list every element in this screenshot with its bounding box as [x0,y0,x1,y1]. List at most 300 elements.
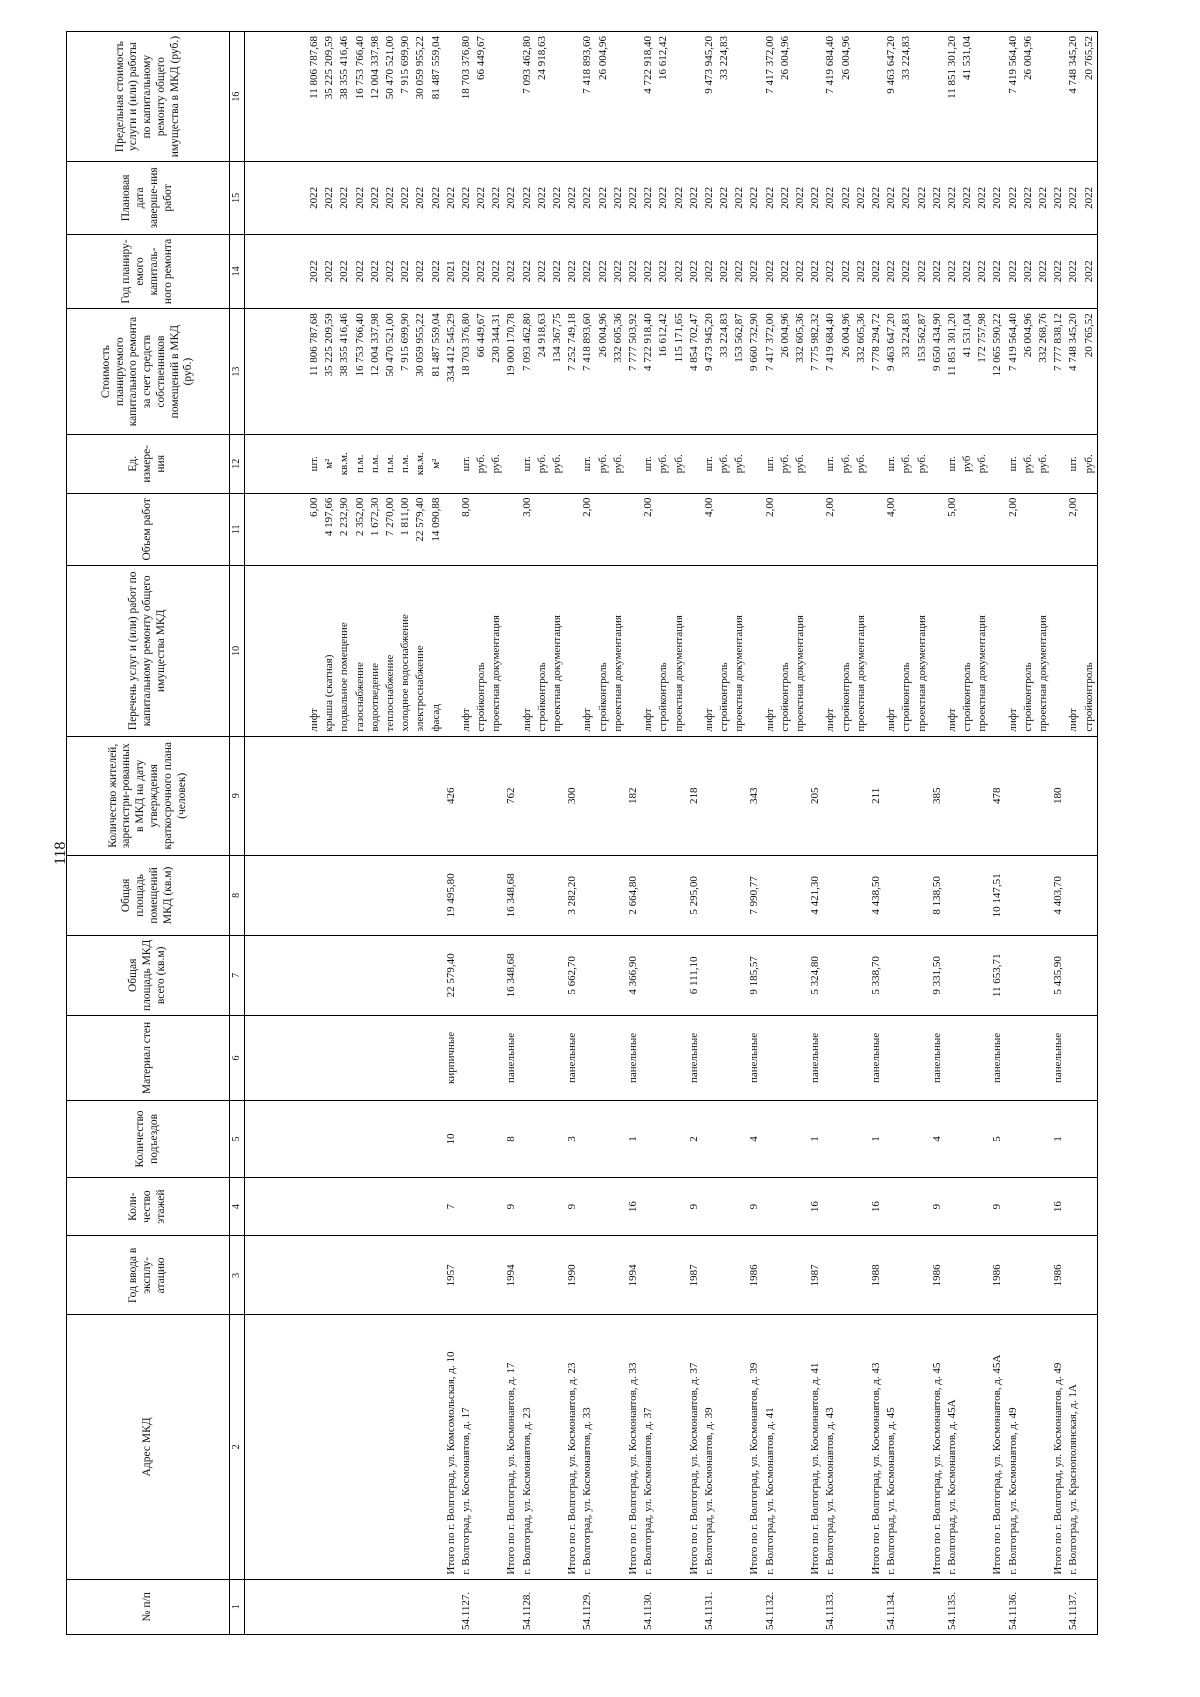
table-cell [884,736,899,855]
table-cell: 26 004,96 [596,309,611,435]
table-cell: 3 [565,1101,580,1178]
table-cell [854,1315,869,1579]
table-cell: лифт [580,566,595,737]
table-cell [975,1101,990,1178]
table-cell [656,1101,671,1178]
table-cell: 385 [930,736,945,855]
table-cell [368,1101,383,1178]
spacer-row [245,32,308,1635]
table-cell [899,1236,914,1315]
table-cell [915,1315,930,1579]
table-cell [702,855,717,935]
table-cell [732,493,747,565]
column-number: 6 [230,1015,245,1100]
table-cell: 230 344,31 [489,309,504,435]
table-cell: 2022 [990,234,1005,309]
table-cell [975,493,990,565]
table-cell [747,1579,762,1634]
table-cell [732,1236,747,1315]
table-cell: шт. [884,434,899,493]
table-cell: руб. [672,434,687,493]
table-cell: 81 487 559,04 [429,32,444,162]
table-cell [1082,1315,1098,1579]
header-cell: Объем работ [67,493,230,565]
table-cell: 2022 [641,234,656,309]
table-cell: 7 417 372,00 [763,309,778,435]
table-cell: 2022 [1036,162,1051,234]
table-cell: 16 [626,1177,641,1236]
table-cell [429,1177,444,1236]
table-cell: 26 004,96 [778,309,793,435]
table-cell: 2022 [489,234,504,309]
table-cell [808,434,823,493]
table-cell: 2022 [535,234,550,309]
table-cell [854,1101,869,1178]
table-cell [429,736,444,855]
table-cell: 35 225 209,59 [322,32,337,162]
table-cell [626,566,641,737]
table-cell: 2022 [930,234,945,309]
table-cell: шт. [307,434,322,493]
table-cell [353,935,368,1015]
table-cell [656,935,671,1015]
table-cell [641,1015,656,1100]
table-row [550,32,565,1635]
table-cell: 2022 [778,234,793,309]
table-cell: 26 004,96 [778,32,793,162]
table-cell [322,1579,337,1634]
table-cell: Итого по г. Волгоград, ул. Космонавтов, д. 17 [504,1315,519,1579]
table-cell: г. Волгоград, ул. Космонавтов, д. 45 [884,1315,899,1579]
table-cell: руб. [778,434,793,493]
table-cell [550,1315,565,1579]
table-cell [656,1236,671,1315]
table-cell [337,935,352,1015]
table-cell [1006,1236,1021,1315]
table-cell [656,1315,671,1579]
table-cell: 2022 [353,162,368,234]
table-cell [489,1101,504,1178]
table-cell [337,1579,352,1634]
table-cell: 54.1137. [1066,1579,1081,1634]
table-row [717,32,732,1635]
table-cell [596,493,611,565]
table-cell [1006,855,1021,935]
table-row [1051,32,1066,1635]
table-cell: 7 093 462,80 [520,309,535,435]
header-cell: Год ввода в эксплу-атацию [67,1236,230,1315]
table-cell [656,1579,671,1634]
table-cell: руб. [535,434,550,493]
table-cell: панельные [869,1015,884,1100]
table-cell [398,1579,413,1634]
table-row [444,32,459,1635]
table-cell: 2,00 [1006,493,1021,565]
column-number: 8 [230,855,245,935]
table-cell [1036,1315,1051,1579]
table-cell: лифт [520,566,535,737]
table-cell [429,1236,444,1315]
table-cell: 22 579,40 [444,935,459,1015]
table-cell [1036,736,1051,855]
table-cell: 26 004,96 [1021,309,1036,435]
table-cell [474,493,489,565]
table-cell [732,1101,747,1178]
table-cell [899,935,914,1015]
table-cell: 1994 [626,1236,641,1315]
table-cell: руб. [656,434,671,493]
table-cell [884,1101,899,1178]
table-cell: 2022 [763,234,778,309]
table-cell: 2022 [975,234,990,309]
table-cell [307,736,322,855]
table-cell [550,855,565,935]
table-cell [383,1579,398,1634]
table-cell [383,1236,398,1315]
table-cell [656,1177,671,1236]
table-cell [899,1315,914,1579]
table-cell: стройконтроль [474,566,489,737]
table-cell [884,1177,899,1236]
table-cell: 54.1133. [823,1579,838,1634]
table-row [337,32,352,1635]
table-cell: 2 [687,1101,702,1178]
table-cell: 2022 [626,162,641,234]
table-cell [793,1015,808,1100]
table-cell [474,1579,489,1634]
table-cell: 9 331,50 [930,935,945,1015]
table-cell: Итого по г. Волгоград, ул. Космонавтов, д. 33 [626,1315,641,1579]
empty-cell [245,1101,308,1178]
table-cell: 7 915 699,90 [398,309,413,435]
table-cell [429,1315,444,1579]
table-cell: 41 531,04 [960,32,975,162]
table-cell [413,736,428,855]
column-number: 4 [230,1177,245,1236]
table-cell [550,1101,565,1178]
table-cell [687,1579,702,1634]
table-cell [611,1236,626,1315]
table-cell: 2 232,90 [337,493,352,565]
table-cell: 2022 [1082,234,1098,309]
table-cell: шт. [945,434,960,493]
empty-cell [245,566,308,737]
table-cell [717,736,732,855]
table-cell: 30 059 955,22 [413,309,428,435]
table-cell [489,1579,504,1634]
table-cell [474,1177,489,1236]
table-cell: 2022 [504,234,519,309]
table-cell [565,434,580,493]
table-cell [839,1579,854,1634]
table-cell: панельные [626,1015,641,1100]
table-cell: 2022 [1066,234,1081,309]
table-row [732,32,747,1635]
empty-cell [245,1015,308,1100]
table-cell [368,1579,383,1634]
table-cell: 1 [626,1101,641,1178]
table-cell: 2022 [702,162,717,234]
table-cell [520,736,535,855]
table-cell [611,935,626,1015]
table-cell [960,1101,975,1178]
table-cell [474,1101,489,1178]
table-cell: г. Волгоград, ул. Космонавтов, д. 23 [520,1315,535,1579]
table-cell: 2022 [747,162,762,234]
column-number: 3 [230,1236,245,1315]
table-cell [520,1015,535,1100]
table-cell: 2022 [960,234,975,309]
table-cell: 38 355 416,46 [337,309,352,435]
table-cell [307,1236,322,1315]
table-cell [656,855,671,935]
table-cell [778,1236,793,1315]
table-cell: панельные [747,1015,762,1100]
table-cell: 33 224,83 [899,32,914,162]
table-cell [596,855,611,935]
table-row [823,32,838,1635]
table-cell [778,736,793,855]
table-cell [839,855,854,935]
table-cell [626,1579,641,1634]
table-cell: 2022 [596,162,611,234]
table-cell: 3 282,20 [565,855,580,935]
table-cell [823,1236,838,1315]
table-cell [793,1579,808,1634]
table-cell [322,855,337,935]
table-cell [1021,935,1036,1015]
table-cell: руб. [915,434,930,493]
table-cell: 2,00 [763,493,778,565]
table-cell: стройконтроль [899,566,914,737]
table-cell [899,1579,914,1634]
table-cell [672,855,687,935]
table-cell [368,1315,383,1579]
table-cell: 50 470 521,00 [383,309,398,435]
table-cell: 180 [1051,736,1066,855]
table-cell [504,566,519,737]
table-cell [489,32,504,162]
table-cell [1036,1015,1051,1100]
header-cell: Предельная стоимость услуги и (или) работы по капитальному ремонту общего имущества в МКД (руб.) [67,32,230,162]
table-cell: 2022 [413,162,428,234]
column-number: 16 [230,32,245,162]
table-cell: 7 915 699,90 [398,32,413,162]
table-cell: 2022 [990,162,1005,234]
table-cell [398,1177,413,1236]
table-cell: г. Волгоград, ул. Космонавтов, д. 17 [459,1315,474,1579]
table-cell [565,566,580,737]
table-cell [687,32,702,162]
table-cell [717,935,732,1015]
table-cell [1082,493,1098,565]
table-cell: 10 [444,1101,459,1178]
table-cell [322,1101,337,1178]
table-cell [337,1177,352,1236]
table-cell: п.м. [398,434,413,493]
table-cell: 2022 [915,234,930,309]
table-cell [656,1015,671,1100]
table-cell [945,736,960,855]
table-cell: 4 748 345,20 [1066,309,1081,435]
table-cell [580,1236,595,1315]
table-cell [459,855,474,935]
table-cell: 26 004,96 [839,309,854,435]
table-cell [915,1236,930,1315]
table-cell: панельные [504,1015,519,1100]
table-cell [580,1015,595,1100]
table-cell: стройконтроль [839,566,854,737]
table-cell: руб [960,434,975,493]
table-row [489,32,504,1635]
table-row [930,32,945,1635]
table-cell: 2022 [322,162,337,234]
table-cell [702,1101,717,1178]
table-cell [368,1015,383,1100]
table-cell: 2022 [687,162,702,234]
table-cell [793,1177,808,1236]
table-cell [489,855,504,935]
table-cell [990,566,1005,737]
table-cell: 2022 [383,162,398,234]
table-cell: 2022 [459,162,474,234]
table-cell: 9 463 647,20 [884,32,899,162]
table-cell: руб. [596,434,611,493]
table-cell [504,1579,519,1634]
table-cell: 2022 [429,162,444,234]
table-cell [474,1315,489,1579]
table-cell [808,32,823,162]
table-cell: панельные [1051,1015,1066,1100]
table-cell: 7 777 838,12 [1051,309,1066,435]
table-cell: 33 224,83 [717,309,732,435]
table-cell: 2022 [337,162,352,234]
table-cell: шт. [702,434,717,493]
table-cell: 2022 [732,234,747,309]
table-cell: 2022 [1021,162,1036,234]
table-cell [413,935,428,1015]
table-cell: п.м. [383,434,398,493]
table-cell [489,935,504,1015]
table-row [596,32,611,1635]
table-cell: электроснабжение [413,566,428,737]
table-cell: 2022 [960,162,975,234]
table-cell: руб. [975,434,990,493]
table-cell: 1994 [504,1236,519,1315]
table-cell [398,1315,413,1579]
table-cell [353,1579,368,1634]
table-cell [368,935,383,1015]
table-cell [687,493,702,565]
table-cell [656,736,671,855]
table-cell: 4 [747,1101,762,1178]
table-cell: Итого по г. Волгоград, ул. Комсомольская, д. 10 [444,1315,459,1579]
empty-cell [245,1579,308,1634]
table-cell [975,1015,990,1100]
table-cell: шт. [459,434,474,493]
table-cell [732,1177,747,1236]
header-cell: Материал стен [67,1015,230,1100]
table-cell [1066,935,1081,1015]
table-cell [398,935,413,1015]
table-cell [383,1015,398,1100]
table-cell [672,1236,687,1315]
table-cell [641,1101,656,1178]
table-cell: руб. [474,434,489,493]
table-cell [550,1236,565,1315]
table-cell: теплоснабжение [383,566,398,737]
table-cell [672,736,687,855]
table-row [398,32,413,1635]
table-cell [1082,1236,1098,1315]
table-cell: 2022 [337,234,352,309]
table-cell [383,736,398,855]
table-cell [1051,32,1066,162]
table-cell [672,493,687,565]
table-cell: 9 473 945,20 [702,309,717,435]
table-cell: 478 [990,736,1005,855]
table-cell: 54.1136. [1006,1579,1021,1634]
table-cell [611,1315,626,1579]
table-cell [869,1579,884,1634]
table-cell [429,1579,444,1634]
table-cell: 9 [930,1177,945,1236]
table-row [520,32,535,1635]
table-cell [823,736,838,855]
table-cell [353,1101,368,1178]
table-cell: 26 004,96 [596,32,611,162]
table-row [1006,32,1021,1635]
table-cell [489,1177,504,1236]
table-cell: 9 [687,1177,702,1236]
table-cell [1066,1015,1081,1100]
table-cell: 332 605,36 [793,309,808,435]
table-cell [641,1177,656,1236]
table-row [353,32,368,1635]
table-cell [687,566,702,737]
table-cell: 172 757,98 [975,309,990,435]
empty-cell [245,234,308,309]
table-cell [717,493,732,565]
table-row [504,32,519,1635]
table-cell: 7 777 503,92 [626,309,641,435]
table-cell [930,32,945,162]
table-body [245,32,1098,1635]
table-cell [1082,736,1098,855]
table-cell [808,493,823,565]
table-cell [899,493,914,565]
table-cell: 1957 [444,1236,459,1315]
table-cell [763,855,778,935]
table-cell: 33 224,83 [899,309,914,435]
table-cell: 2022 [945,234,960,309]
table-cell: 54.1127. [459,1579,474,1634]
table-cell [899,1101,914,1178]
table-cell [535,1101,550,1178]
table-cell: 7 990,77 [747,855,762,935]
table-cell: панельные [930,1015,945,1100]
column-number: 7 [230,935,245,1015]
table-cell [535,1015,550,1100]
table-cell: 2022 [383,234,398,309]
table-cell [520,935,535,1015]
table-cell: 2022 [580,162,595,234]
table-cell: 2022 [474,234,489,309]
table-cell [717,1177,732,1236]
table-cell [1006,736,1021,855]
table-cell: 2022 [489,162,504,234]
table-cell: 211 [869,736,884,855]
